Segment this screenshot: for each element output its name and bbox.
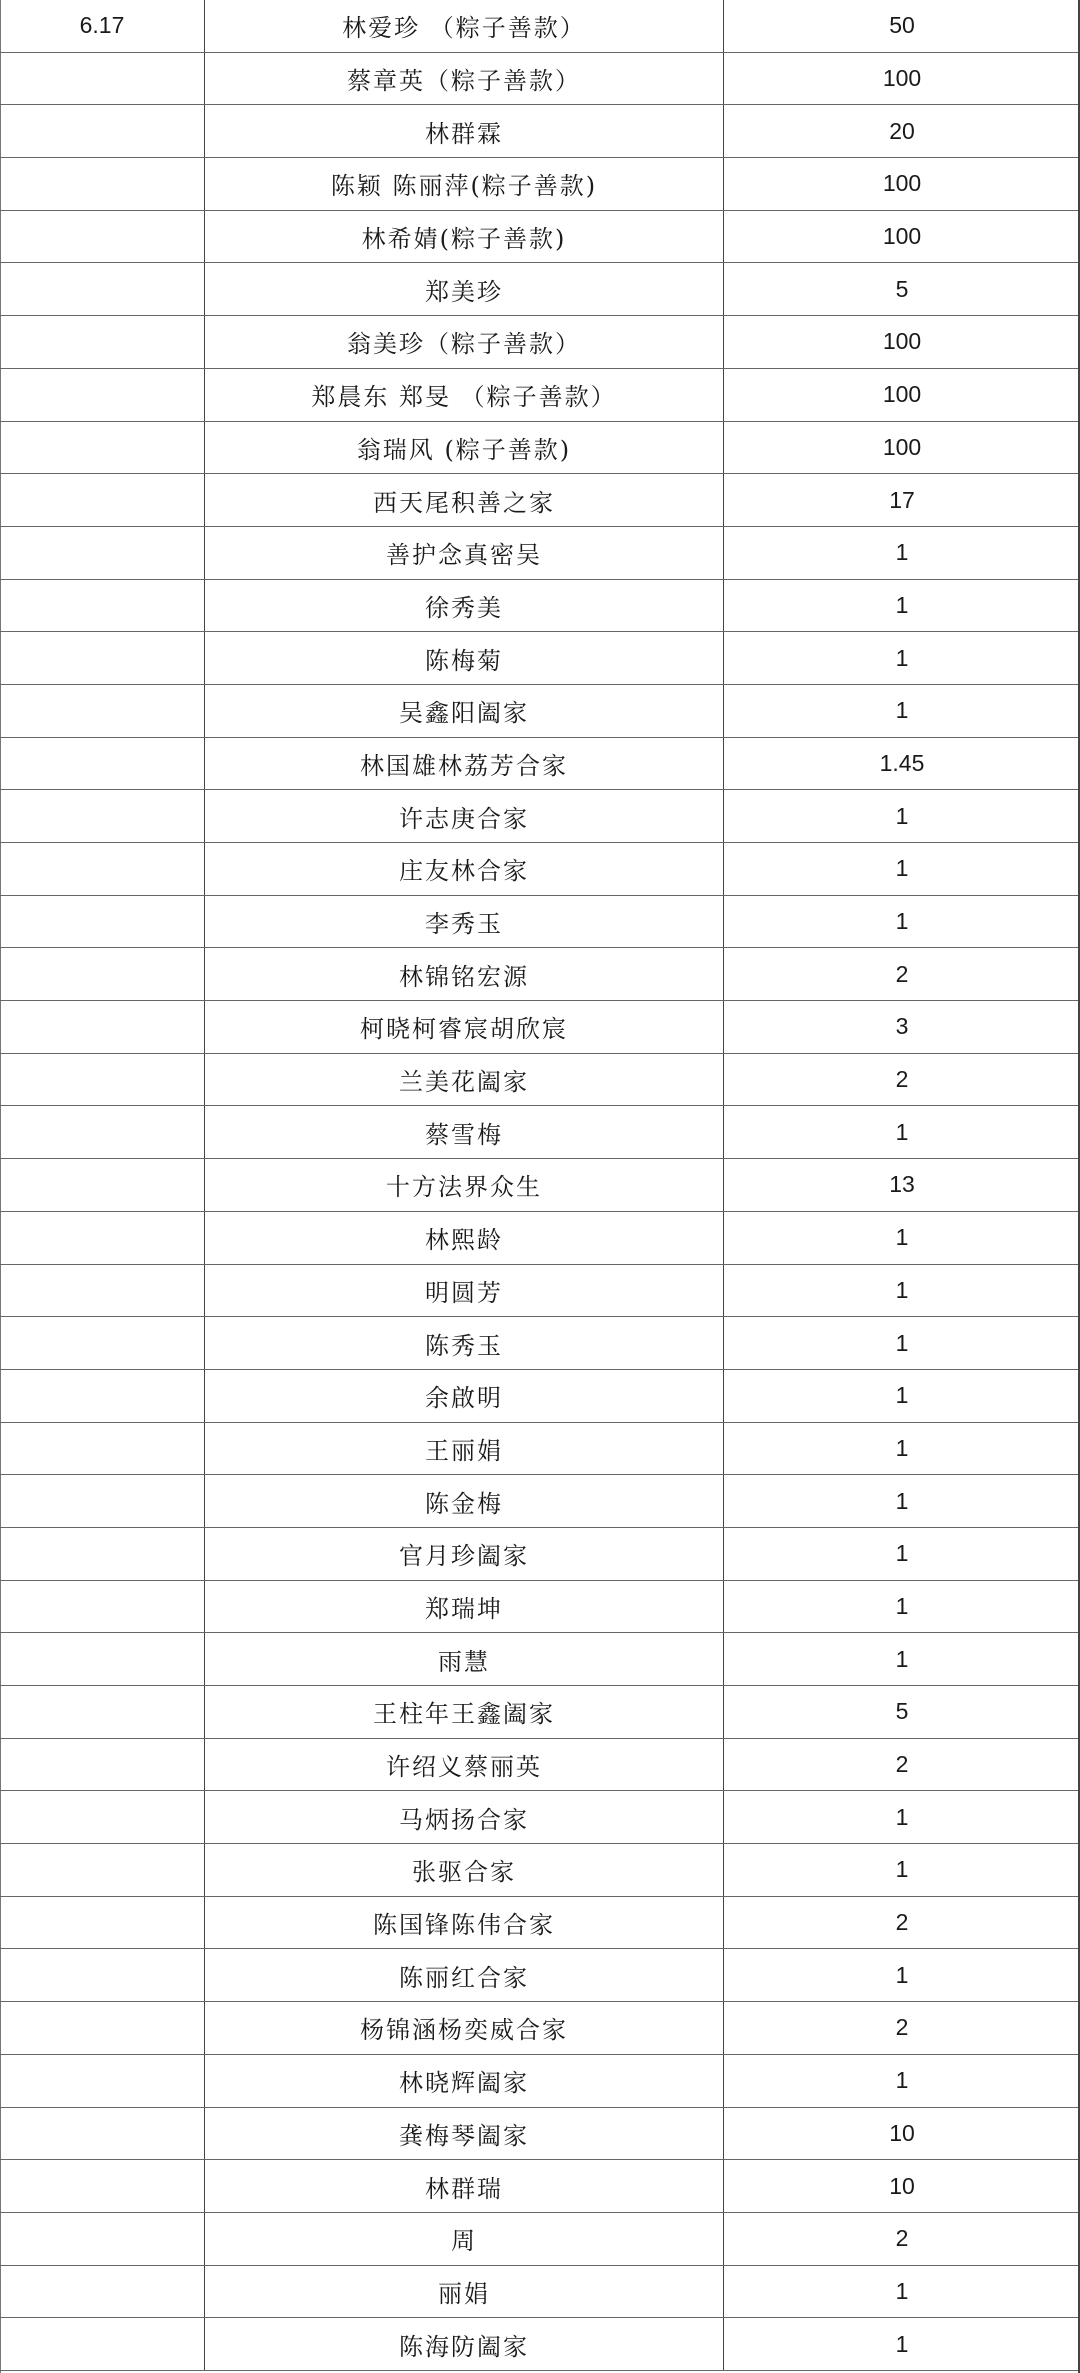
donor-name-cell: 庄友林合家 [205, 843, 724, 896]
date-cell [0, 1844, 205, 1897]
date-cell [0, 158, 205, 211]
amount-cell: 13 [724, 1159, 1080, 1212]
donor-name-cell: 吴鑫阳阖家 [205, 684, 724, 737]
amount-cell: 1 [724, 1791, 1080, 1844]
date-cell [0, 2212, 205, 2265]
amount-cell: 1 [724, 790, 1080, 843]
donor-name-cell: 陈金梅 [205, 1475, 724, 1528]
donor-name-cell: 王丽娟 [205, 1422, 724, 1475]
table-row [0, 1527, 1080, 1580]
donor-name-cell: 李秀玉 [205, 895, 724, 948]
date-cell [0, 948, 205, 1001]
table-row [0, 2160, 1080, 2213]
date-cell [0, 2265, 205, 2318]
table-row [0, 1686, 1080, 1739]
table-row [0, 948, 1080, 1001]
date-cell [0, 1580, 205, 1633]
amount-cell: 1 [724, 2318, 1080, 2371]
donor-name-cell: 马炳扬合家 [205, 1791, 724, 1844]
amount-cell: 1 [724, 1422, 1080, 1475]
amount-cell: 1 [724, 895, 1080, 948]
donor-name-cell: 兰美花阖家 [205, 1053, 724, 1106]
donor-name-cell: 丽娟 [205, 2265, 724, 2318]
donor-name-cell: 翁美珍（粽子善款） [205, 316, 724, 369]
amount-cell: 1 [724, 526, 1080, 579]
amount-cell: 100 [724, 210, 1080, 263]
amount-cell: 1 [724, 1949, 1080, 2002]
amount-cell: 10 [724, 2160, 1080, 2213]
donor-name-cell: 张驱合家 [205, 1844, 724, 1897]
donor-name-cell: 王柱年王鑫阖家 [205, 1686, 724, 1739]
donor-name-cell: 明圆芳 [205, 1264, 724, 1317]
donor-name-cell: 郑瑞坤 [205, 1580, 724, 1633]
table-row [0, 421, 1080, 474]
donor-name-cell: 林国雄林荔芳合家 [205, 737, 724, 790]
date-cell [0, 1264, 205, 1317]
date-cell [0, 368, 205, 421]
date-cell [0, 2160, 205, 2213]
donor-name-cell: 龚梅琴阖家 [205, 2107, 724, 2160]
amount-cell: 5 [724, 1686, 1080, 1739]
amount-cell: 2 [724, 1053, 1080, 1106]
date-cell [0, 632, 205, 685]
donor-name-cell: 许绍义蔡丽英 [205, 1738, 724, 1791]
table-row [0, 790, 1080, 843]
table-row [0, 632, 1080, 685]
donor-name-cell: 陈海防阖家 [205, 2318, 724, 2371]
donor-name-cell: 林晓辉阖家 [205, 2054, 724, 2107]
date-cell [0, 1001, 205, 1054]
date-cell [0, 1791, 205, 1844]
amount-cell: 100 [724, 421, 1080, 474]
date-cell [0, 1949, 205, 2002]
donor-name-cell: 陈颖 陈丽萍(粽子善款) [205, 158, 724, 211]
amount-cell: 1 [724, 2265, 1080, 2318]
donor-name-cell: 翁瑞风 (粽子善款) [205, 421, 724, 474]
table-row [0, 1949, 1080, 2002]
amount-cell: 1 [724, 1264, 1080, 1317]
table-row [0, 895, 1080, 948]
date-cell [0, 1896, 205, 1949]
table-row [0, 737, 1080, 790]
amount-cell: 1 [724, 1844, 1080, 1897]
table-row [0, 474, 1080, 527]
amount-cell: 1 [724, 1106, 1080, 1159]
table-row [0, 368, 1080, 421]
date-cell [0, 684, 205, 737]
donor-name-cell: 陈梅菊 [205, 632, 724, 685]
table-row [0, 2318, 1080, 2371]
table-row [0, 210, 1080, 263]
donor-name-cell: 蔡章英（粽子善款） [205, 52, 724, 105]
donor-name-cell: 林希婧(粽子善款) [205, 210, 724, 263]
table-row [0, 1106, 1080, 1159]
donor-name-cell: 郑美珍 [205, 263, 724, 316]
donor-name-cell: 徐秀美 [205, 579, 724, 632]
date-cell [0, 1159, 205, 1212]
amount-cell: 1 [724, 1527, 1080, 1580]
date-cell [0, 1527, 205, 1580]
donor-name-cell: 林爱珍 （粽子善款） [205, 0, 724, 52]
amount-cell: 2 [724, 948, 1080, 1001]
table-row [0, 1791, 1080, 1844]
date-cell [0, 895, 205, 948]
table-row [0, 2212, 1080, 2265]
amount-cell: 50 [724, 0, 1080, 52]
date-cell [0, 2002, 205, 2055]
table-row [0, 1001, 1080, 1054]
table-row [0, 1633, 1080, 1686]
date-cell [0, 1211, 205, 1264]
amount-cell: 2 [724, 2212, 1080, 2265]
amount-cell: 2 [724, 1896, 1080, 1949]
date-cell: 6.17 [0, 0, 205, 52]
table-row [0, 105, 1080, 158]
date-cell [0, 2107, 205, 2160]
date-cell [0, 474, 205, 527]
table-row [0, 579, 1080, 632]
table-row [0, 1738, 1080, 1791]
table-row [0, 1475, 1080, 1528]
table-row [0, 158, 1080, 211]
date-cell [0, 421, 205, 474]
amount-cell: 100 [724, 316, 1080, 369]
table-row [0, 1844, 1080, 1897]
table-row [0, 0, 1080, 52]
table-row [0, 316, 1080, 369]
date-cell [0, 1686, 205, 1739]
table-row [0, 526, 1080, 579]
date-cell [0, 263, 205, 316]
amount-cell: 1 [724, 1369, 1080, 1422]
amount-cell: 2 [724, 1738, 1080, 1791]
donor-name-cell: 周 [205, 2212, 724, 2265]
table-row [0, 2002, 1080, 2055]
amount-cell: 1 [724, 1317, 1080, 1370]
table-row [0, 1264, 1080, 1317]
date-cell [0, 1106, 205, 1159]
table-row [0, 52, 1080, 105]
amount-cell: 100 [724, 52, 1080, 105]
donor-name-cell: 陈秀玉 [205, 1317, 724, 1370]
amount-cell: 1.45 [724, 737, 1080, 790]
date-cell [0, 1369, 205, 1422]
donor-name-cell: 蔡雪梅 [205, 1106, 724, 1159]
donor-name-cell: 林群霖 [205, 105, 724, 158]
table-row [0, 1580, 1080, 1633]
date-cell [0, 1422, 205, 1475]
donor-name-cell: 余啟明 [205, 1369, 724, 1422]
table-row [0, 1422, 1080, 1475]
date-cell [0, 737, 205, 790]
amount-cell: 3 [724, 1001, 1080, 1054]
donor-name-cell: 陈国锋陈伟合家 [205, 1896, 724, 1949]
date-cell [0, 316, 205, 369]
amount-cell: 1 [724, 2054, 1080, 2107]
table-row [0, 843, 1080, 896]
amount-cell: 1 [724, 684, 1080, 737]
donor-name-cell: 林群瑞 [205, 2160, 724, 2213]
date-cell [0, 1053, 205, 1106]
table-row [0, 1896, 1080, 1949]
amount-cell: 100 [724, 158, 1080, 211]
date-cell [0, 790, 205, 843]
table-row [0, 1211, 1080, 1264]
amount-cell: 2 [724, 2002, 1080, 2055]
donor-name-cell: 西天尾积善之家 [205, 474, 724, 527]
date-cell [0, 2318, 205, 2371]
donor-name-cell: 林熙龄 [205, 1211, 724, 1264]
date-cell [0, 1475, 205, 1528]
table-row [0, 684, 1080, 737]
table-row [0, 1369, 1080, 1422]
amount-cell: 1 [724, 632, 1080, 685]
date-cell [0, 2054, 205, 2107]
table-row [0, 263, 1080, 316]
table-row [0, 2054, 1080, 2107]
donor-name-cell: 林锦铭宏源 [205, 948, 724, 1001]
donor-name-cell: 柯晓柯睿宸胡欣宸 [205, 1001, 724, 1054]
date-cell [0, 52, 205, 105]
date-cell [0, 1317, 205, 1370]
amount-cell: 17 [724, 474, 1080, 527]
donor-name-cell: 陈丽红合家 [205, 1949, 724, 2002]
amount-cell: 1 [724, 1211, 1080, 1264]
donor-name-cell: 雨慧 [205, 1633, 724, 1686]
donor-name-cell: 许志庚合家 [205, 790, 724, 843]
date-cell [0, 843, 205, 896]
amount-cell: 1 [724, 1475, 1080, 1528]
date-cell [0, 1633, 205, 1686]
amount-cell: 1 [724, 579, 1080, 632]
donor-name-cell: 郑晨东 郑旻 （粽子善款） [205, 368, 724, 421]
table-row [0, 2265, 1080, 2318]
date-cell [0, 105, 205, 158]
amount-cell: 20 [724, 105, 1080, 158]
amount-cell: 1 [724, 1580, 1080, 1633]
amount-cell: 5 [724, 263, 1080, 316]
donor-name-cell: 杨锦涵杨奕威合家 [205, 2002, 724, 2055]
donor-name-cell: 善护念真密吴 [205, 526, 724, 579]
amount-cell: 10 [724, 2107, 1080, 2160]
table-row [0, 2107, 1080, 2160]
amount-cell: 1 [724, 1633, 1080, 1686]
table-row [0, 1053, 1080, 1106]
amount-cell: 1 [724, 843, 1080, 896]
donor-name-cell: 官月珍阖家 [205, 1527, 724, 1580]
date-cell [0, 579, 205, 632]
date-cell [0, 526, 205, 579]
amount-cell: 100 [724, 368, 1080, 421]
date-cell [0, 1738, 205, 1791]
date-cell [0, 210, 205, 263]
table-row [0, 1317, 1080, 1370]
donor-name-cell: 十方法界众生 [205, 1159, 724, 1212]
table-row [0, 1159, 1080, 1212]
